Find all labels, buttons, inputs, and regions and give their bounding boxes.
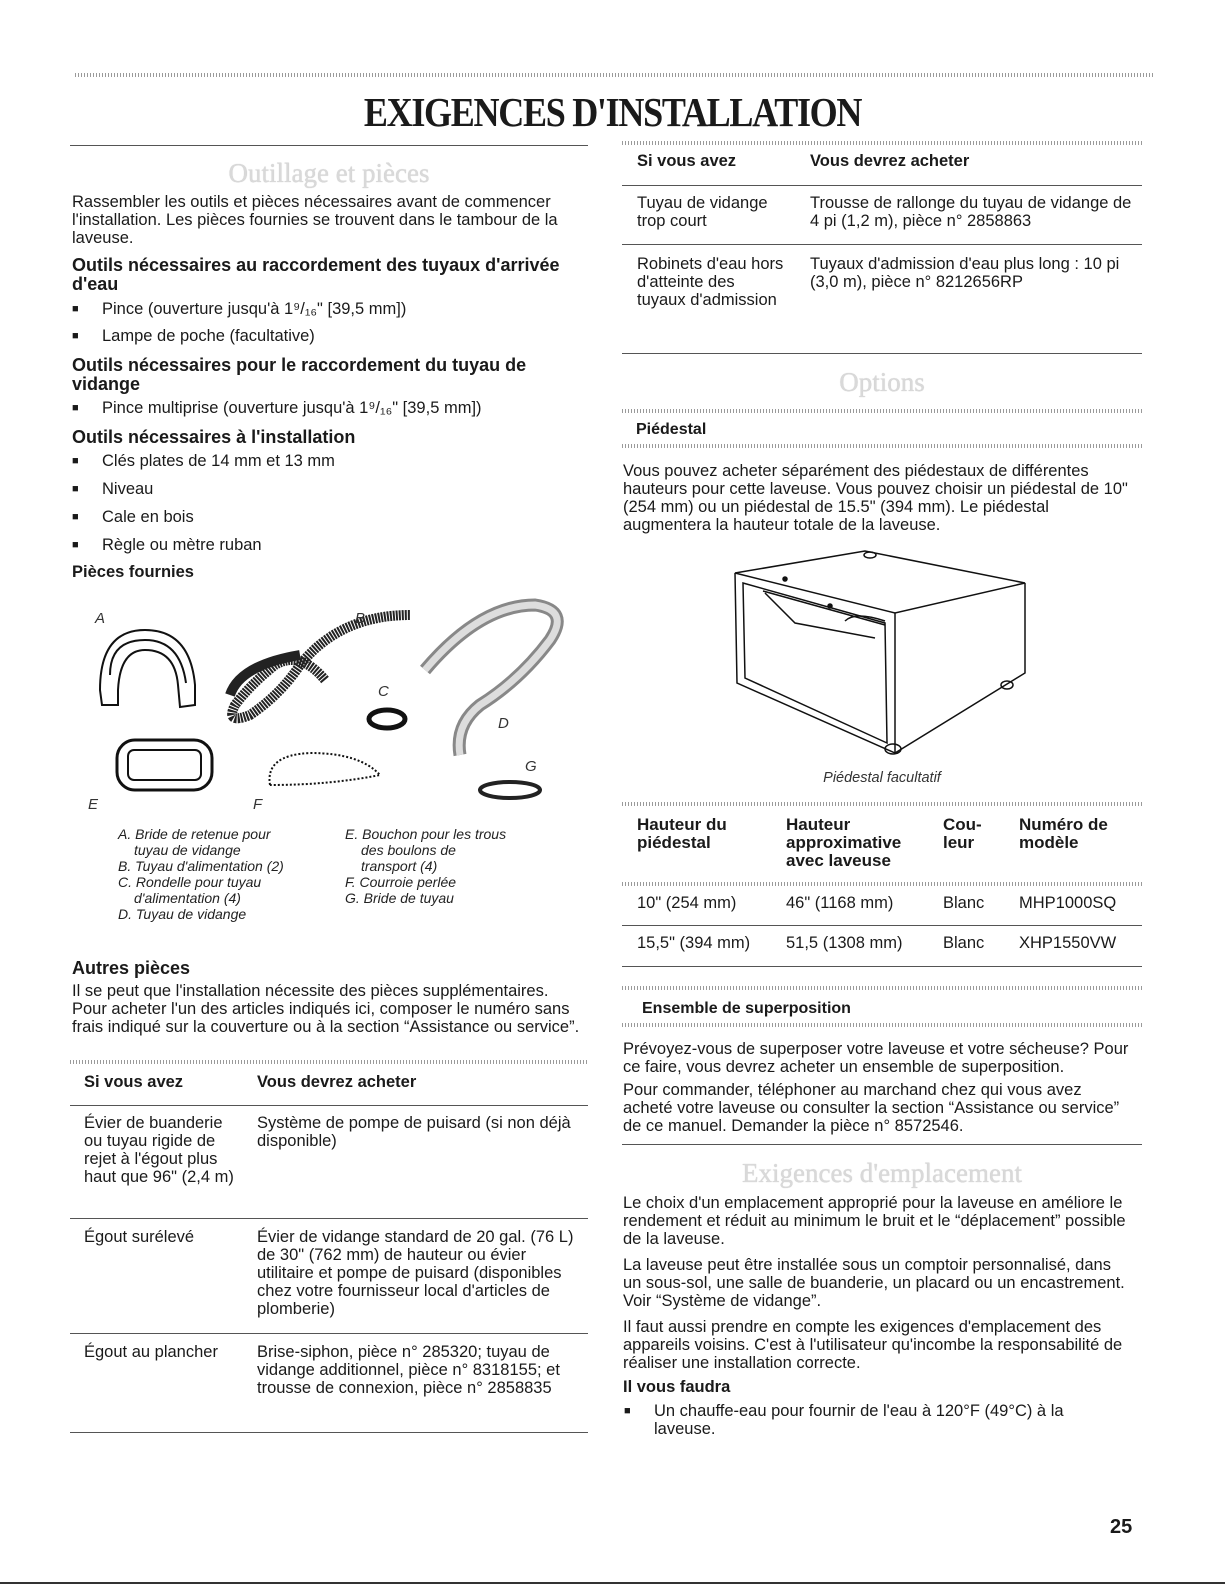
heading-vidange: Outils nécessaires pour le raccordement du tuyau de vidange [72, 355, 527, 394]
parts-caption-left [118, 826, 338, 922]
table-cell: Évier de vidange standard de 20 gal. (76 L) de 30" (762 mm) de hauteur ou évier utilitaire et pompe de puisard (disponibles chez votre fournisseur local d'articles de plomberie) [257, 1228, 574, 1318]
emplacement-p2: La laveuse peut être installée sous un comptoir personnalisé, dans un sous-sol, une salle de buanderie, un placard ou un encastrement. Voir “Système de vidange”. [623, 1256, 1125, 1310]
caption-line: transport (4) [361, 858, 438, 874]
right-row-rule [622, 244, 1142, 245]
list-item: ■ Règle ou mètre ruban [102, 536, 262, 554]
outillage-intro: Rassembler les outils et pièces nécessaires avant de commencer l'installation. Les pièces fournies se trouvent dans le tambour de la laveuse. [72, 193, 558, 247]
heading-autres-pieces: Autres pièces [72, 958, 191, 978]
emplacement-rule [622, 1144, 1142, 1145]
list-item: ■ Niveau [102, 480, 153, 498]
drain-hose-retainer-drawing [100, 630, 195, 707]
pedestal-table-top-rule [622, 802, 1142, 806]
superposition-p1: Prévoyez-vous de superposer votre laveuse et votre sécheuse? Pour ce faire, vous devrez acheter un ensemble de superposition. [623, 1040, 1129, 1076]
pedestal-cell: XHP1550VW [1019, 934, 1117, 952]
table-cell: Tuyaux d'admission d'eau plus long : 10 pi (3,0 m), pièce n° 8212656RP [810, 255, 1120, 291]
top-rule [75, 73, 1155, 77]
table-cell: Brise-siphon, pièce n° 285320; tuyau de vidange additionnel, pièce n° 8318155; et trousse de connexion, pièce n° 2858835 [257, 1343, 560, 1397]
left-section-rule [70, 145, 588, 146]
list-item: ■ Pince multiprise (ouverture jusqu'à 1⁹/₁₆" [39,5 mm]) [102, 399, 482, 417]
piedestal-top-rule [622, 409, 1142, 413]
table-cell: Évier de buanderie ou tuyau rigide de rejet à l'égout plus haut que 96" (2,4 m) [84, 1114, 234, 1186]
table-cell: Tuyau de vidange trop court [637, 194, 768, 230]
autres-intro: Il se peut que l'installation nécessite des pièces supplémentaires. Pour acheter l'un des articles indiqués ici, composer le numéro sans frais indiqué sur la couverture ou à la section “Assistance ou service”. [72, 982, 580, 1036]
caption-line: D. Tuyau de vidange [118, 906, 247, 922]
autres-bottom-rule [70, 1432, 588, 1433]
part-letter: A [95, 610, 106, 627]
table-cell: Égout surélevé [84, 1228, 195, 1246]
piedestal-text: Vous pouvez acheter séparément des piédestaux de différentes hauteurs pour cette laveuse. Vous pouvez choisir un piédestal de 10" (254 mm) ou un piédestal de 15.5" (394 mm). Le piédestal augmentera la hauteur totale de la laveuse. [623, 462, 1128, 534]
pedestal-cell: 46" (1168 mm) [786, 894, 894, 912]
part-letter: E [88, 796, 99, 813]
parts-caption-right [345, 826, 565, 906]
caption-line: d'alimentation (4) [134, 890, 241, 906]
caption-line: E. Bouchon pour les trous [345, 826, 507, 842]
section-heading-outillage: Outillage et pièces [228, 158, 430, 188]
autres-row-rule [70, 1333, 588, 1334]
caption-line: C. Rondelle pour tuyau [118, 874, 262, 890]
table-cell: Égout au plancher [84, 1343, 218, 1361]
pedestal-bottom-rule [622, 966, 1142, 967]
list-item: ■ Pince (ouverture jusqu'à 1⁹/₁₆" [39,5 mm]) [102, 300, 406, 318]
bottom-edge-rule [0, 1582, 1225, 1584]
superposition-bottom-rule [622, 1023, 1142, 1027]
pedestal-col-header: Hauteur du piédestal [637, 815, 727, 852]
pedestal-cell: 10" (254 mm) [637, 894, 737, 912]
pedestal-col-header: Hauteur approximative avec laveuse [786, 815, 902, 870]
heading-faudra: Il vous faudra [623, 1378, 731, 1396]
list-item: ■ Cale en bois [102, 508, 194, 526]
table-cell: Trousse de rallonge du tuyau de vidange de 4 pi (1,2 m), pièce n° 2858863 [810, 194, 1132, 230]
hose-clamp-drawing [480, 782, 540, 798]
page-title: EXIGENCES D'INSTALLATION [363, 89, 862, 135]
pedestal-cell: MHP1000SQ [1019, 894, 1117, 912]
pedestal-col-header: Cou- leur [943, 815, 982, 852]
part-letter: F [253, 796, 263, 813]
part-letter: D [498, 715, 509, 732]
caption-line: B. Tuyau d'alimentation (2) [118, 858, 284, 874]
caption-line: tuyau de vidange [134, 842, 241, 858]
heading-install: Outils nécessaires à l'installation [72, 427, 356, 447]
right-bottom-rule [622, 353, 1142, 354]
caption-line: A. Bride de retenue pour [118, 826, 271, 842]
autres-row-rule [70, 1218, 588, 1219]
pedestal-cell: Blanc [943, 894, 985, 912]
autres-header-rule [70, 1105, 588, 1106]
pedestal-caption: Piédestal facultatif [823, 770, 941, 786]
right-table-top-rule [622, 141, 1142, 145]
table-cell: Système de pompe de puisard (si non déjà disponible) [257, 1114, 571, 1150]
part-letter: C [378, 683, 389, 700]
caption-line: des boulons de [361, 842, 456, 858]
pedestal-cell: Blanc [943, 934, 985, 952]
washer-drawing [369, 710, 405, 728]
superposition-top-rule [622, 986, 1142, 990]
heading-arrivee: Outils nécessaires au raccordement des tuyaux d'arrivée d'eau [72, 255, 560, 294]
beaded-strap-drawing [270, 753, 381, 785]
right-header-rule [622, 185, 1142, 186]
parts-illustration [80, 595, 580, 815]
superposition-p2: Pour commander, téléphoner au marchand chez qui vous avez acheté votre laveuse ou consulter la section “Assistance ou service” de ce manuel. Demander la pièce n° 8572546. [623, 1081, 1120, 1135]
piedestal-label: Piédestal [636, 421, 707, 438]
part-letter: B [355, 610, 366, 627]
list-item: ■ Clés plates de 14 mm et 13 mm [102, 452, 335, 470]
pedestal-cell: 15,5" (394 mm) [637, 934, 751, 952]
autres-col-header-1: Si vous avez [84, 1073, 184, 1091]
caption-line: G. Bride de tuyau [345, 890, 454, 906]
autres-table-top-rule [70, 1060, 588, 1064]
section-heading-options: Options [839, 367, 925, 397]
autres-col-header-2: Vous devrez acheter [257, 1073, 417, 1091]
table-cell: Robinets d'eau hors d'atteinte des tuyaux d'admission [637, 255, 784, 309]
right-col-header-2: Vous devrez acheter [810, 152, 970, 170]
drain-hose-drawing [425, 605, 557, 755]
piedestal-bottom-rule [622, 444, 1142, 448]
pedestal-cell: 51,5 (1308 mm) [786, 934, 903, 952]
pedestal-col-header: Numéro de modèle [1019, 815, 1108, 852]
shipping-plug-drawing [117, 740, 212, 790]
list-item: ■ Un chauffe-eau pour fournir de l'eau à 120°F (49°C) à la laveuse. [654, 1402, 1104, 1438]
emplacement-p1: Le choix d'un emplacement approprié pour la laveuse en améliore le rendement et réduit au minimum le bruit et le “déplacement” possible de la laveuse. [623, 1194, 1126, 1248]
section-heading-emplacement: Exigences d'emplacement [742, 1158, 1022, 1188]
part-letter: G [525, 758, 537, 775]
list-item: ■ Lampe de poche (facultative) [102, 327, 315, 345]
pedestal-row-rule [622, 925, 1142, 926]
superposition-label: Ensemble de superposition [642, 1000, 851, 1017]
emplacement-p3: Il faut aussi prendre en compte les exigences d'emplacement des appareils voisins. C'est à l'utilisateur qu'incombe la responsabilité de réaliser une installation correcte. [623, 1318, 1123, 1372]
pedestal-illustration [725, 543, 1035, 758]
heading-pieces-fournies: Pièces fournies [72, 563, 194, 581]
caption-line: F. Courroie perlée [345, 874, 457, 890]
right-col-header-1: Si vous avez [637, 152, 737, 170]
page-number: 25 [1110, 1516, 1133, 1538]
pedestal-header-rule [622, 882, 1142, 886]
